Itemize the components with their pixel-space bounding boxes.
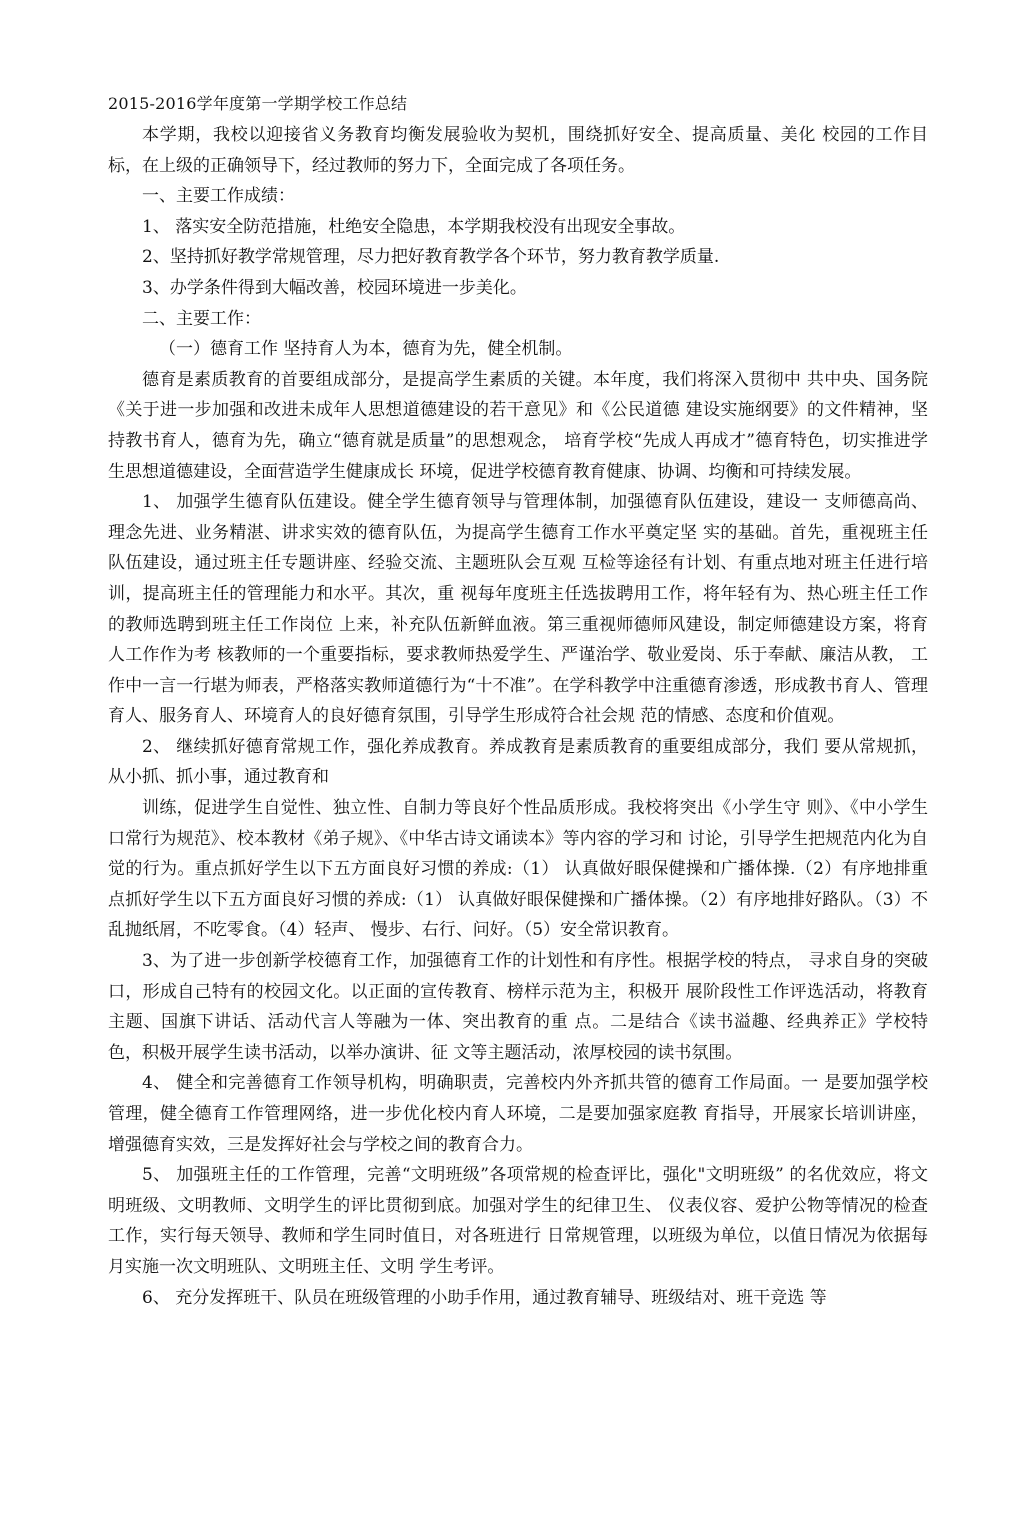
paragraph-item-6: 6、 充分发挥班干、队员在班级管理的小助手作用，通过教育辅导、班级结对、班干竞选 等 bbox=[142, 1287, 827, 1308]
paragraph-item-2: 2、 继续抓好德育常规工作，强化养成教育。养成教育是素质教育的重要组成部分，我们 要从常规抓，从小抓、抓小事，通过教育和 bbox=[108, 736, 928, 788]
achievement-item-3: 3、办学条件得到大幅改善，校园环境进一步美化。 bbox=[142, 277, 527, 298]
paragraph-item-2-continued: 训练，促进学生自觉性、独立性、自制力等良好个性品质形成。我校将突出《小学生守 则》、《中小学生口常行为规范》、校本教材《弟子规》、《中华古诗文诵读本》等内容的学习和 讨论，引导学生把规范内化为自觉的行为。重点抓好学生以下五方面良好习惯的养成:（1） 认真做好眼保健操和广播体操.（2）有序地排重点抓好学生以下五方面良好习惯的养成:（1） 认真做好眼保健操和广播体操。（2）有序地排好路队。（3）不乱抛纸屑，不吃零食。（4）轻声、 慢步、右行、问好。（5）安全常识教育。 bbox=[108, 798, 928, 941]
paragraph-intro: 本学期，我校以迎接省义务教育均衡发展验收为契机，围绕抓好安全、提高质量、美化 校园的工作目标，在上级的正确领导下，经过教师的努力下，全面完成了各项任务。 bbox=[108, 125, 928, 176]
paragraph-item-4: 4、 健全和完善德育工作领导机构，明确职责，完善校内外齐抓共管的德育工作局面。一 是要加强学校管理，健全德育工作管理网络，进一步优化校内育人环境，二是要加强家庭教 育指导，开展家长培训讲座，增强德育实效，三是发挥好社会与学校之间的教育合力。 bbox=[108, 1073, 928, 1155]
paragraph-item-3: 3、为了进一步创新学校德育工作，加强德育工作的计划性和有序性。根据学校的特点， 寻求自身的突破口，形成自己特有的校园文化。以正面的宣传教育、榜样示范为主，积极开 展阶段性工作评选活动，将教育主题、国旗下讲话、活动代言人等融为一体、突出教育的重 点。二是结合《读书溢趣、经典养正》学校特色，积极开展学生读书活动，以举办演讲、征 文等主题活动，浓厚校园的读书氛围。 bbox=[108, 951, 928, 1063]
document-page bbox=[108, 90, 928, 1313]
achievement-item-2: 2、坚持抓好教学常规管理，尽力把好教育教学各个环节，努力教育教学质量. bbox=[142, 247, 720, 268]
achievement-item-1: 1、 落实安全防范措施，杜绝安全隐患，本学期我校没有出现安全事故。 bbox=[142, 216, 686, 237]
paragraph-moral-education: 德育是素质教育的首要组成部分，是提高学生素质的关键。本年度，我们将深入贯彻中 共中央、国务院《关于进一步加强和改进未成年人思想道德建设的若干意见》和《公民道德 建设实施纲要》的文件精神，坚持教书育人，德育为先，确立“德育就是质量”的思想观念， 培育学校“先成人再成才”德育特色，切实推进学生思想道德建设，全面营造学生健康成长 环境，促进学校德育教育健康、协调、均衡和可持续发展。 bbox=[108, 369, 928, 482]
section-heading-achievements: 一、主要工作成绩： bbox=[142, 186, 295, 207]
paragraph-item-1: 1、 加强学生德育队伍建设。健全学生德育领导与管理体制，加强德育队伍建设，建设一 支师德高尚、理念先进、业务精湛、讲求实效的德育队伍，为提高学生德育工作水平奠定坚 实的基础。首先，重视班主任队伍建设，通过班主任专题讲座、经验交流、主题班队会互观 互检等途径有计划、有重点地对班主任进行培训，提高班主任的管理能力和水平。其次，重 视每年度班主任选拔聘用工作，将年轻有为、热心班主任工作的教师选聘到班主任工作岗位 上来，补充队伍新鲜血液。第三重视师德师风建设，制定师德建设方案，将育人工作作为考 核教师的一个重要指标，要求教师热爱学生、严谨治学、敬业爱岗、乐于奉献、廉洁从教， 工作中一言一行堪为师表，严格落实教师道德行为“十不准”。在学科教学中注重德育渗透，形成教书育人、管理育人、服务育人、环境育人的良好德育氛围，引导学生形成符合社会规 范的情感、态度和价值观。 bbox=[108, 492, 928, 727]
document-title: 2015-2016学年度第一学期学校工作总结 bbox=[108, 94, 408, 113]
paragraph-item-5: 5、 加强班主任的工作管理，完善“文明班级”各项常规的检查评比，强化"文明班级” 的名优效应，将文明班级、文明教师、文明学生的评比贯彻到底。加强对学生的纪律卫生、 仪表仪容、爱护公物等情况的检查工作，实行每天领导、教师和学生同时值日，对各班进行 日常规管理，以班级为单位，以值日情况为依据每月实施一次文明班队、文明班主任、文明 学生考评。 bbox=[108, 1165, 928, 1277]
subsection-heading-moral-education: （一）德育工作 坚持育人为本，德育为先，健全机制。 bbox=[159, 339, 573, 360]
section-heading-main-work: 二、主要工作： bbox=[142, 308, 261, 329]
